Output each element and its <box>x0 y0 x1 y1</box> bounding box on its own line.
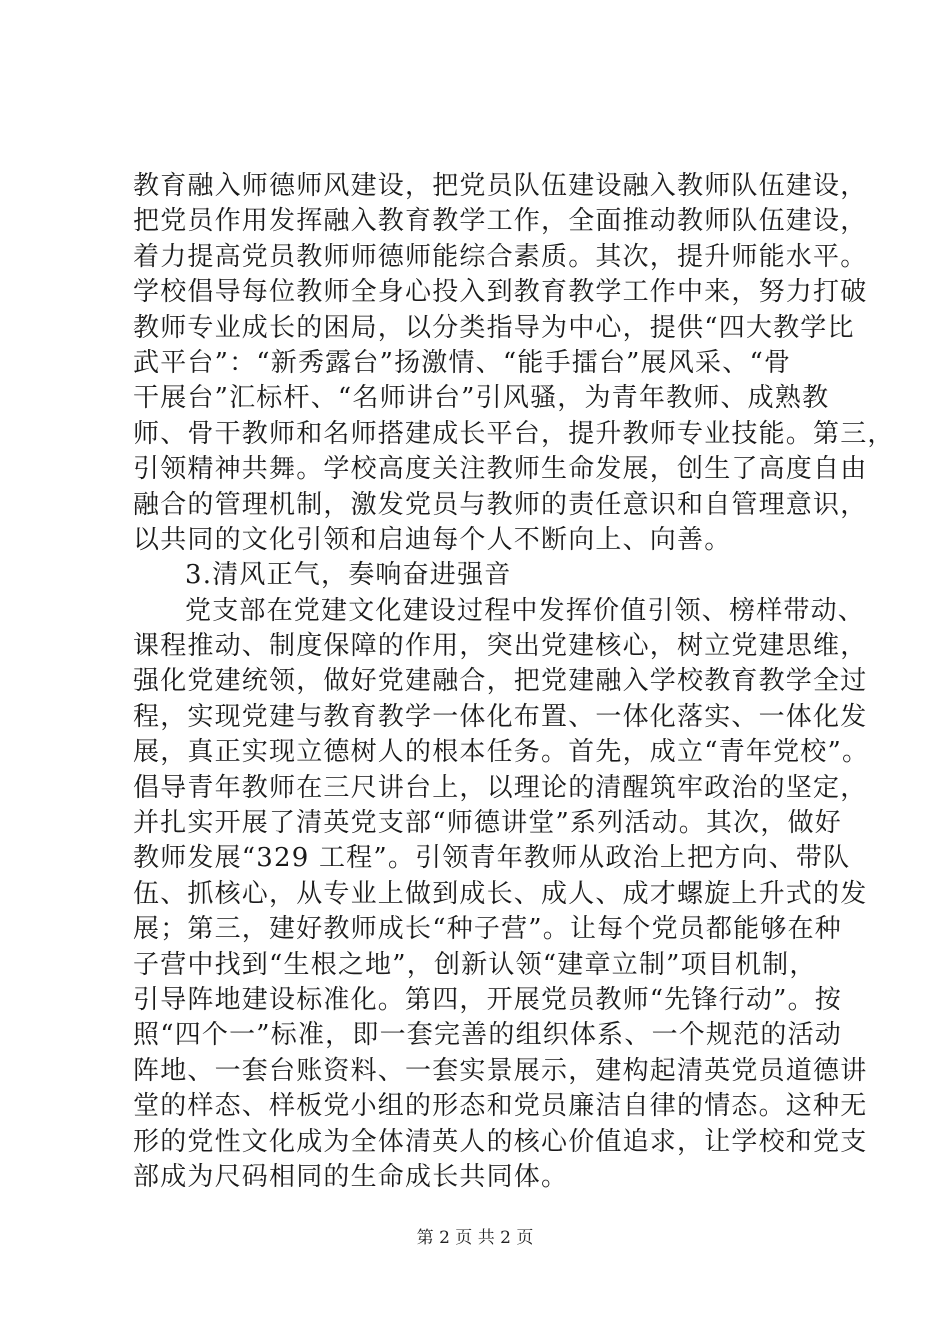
text-line: 教师发展“329 工程”。引领青年教师从政治上把方向、带队 <box>133 843 851 874</box>
text-line: 教师专业成长的困局，以分类指导为中心，提供“四大教学比 <box>133 312 855 343</box>
text-line: 把党员作用发挥融入教育教学工作，全面推动教师队伍建设， <box>133 206 868 237</box>
text-line: 形的党性文化成为全体清英人的核心价值追求，让学校和党支 <box>133 1126 868 1157</box>
text-line: 程，实现党建与教育教学一体化布置、一体化落实、一体化发 <box>133 701 868 732</box>
text-line: 倡导青年教师在三尺讲台上，以理论的清醒筑牢政治的坚定， <box>133 772 868 803</box>
section-heading: 3.清风正气，奏响奋进强音 <box>185 560 512 591</box>
text-line: 并扎实开展了清英党支部“师德讲堂”系列活动。其次，做好 <box>133 808 842 839</box>
text-line: 武平台”：“新秀露台”扬激情、“能手擂台”展风采、“骨 <box>133 347 792 378</box>
text-line: 展，真正实现立德树人的根本任务。首先，成立“青年党校”。 <box>133 737 870 768</box>
text-line: 引导阵地建设标准化。第四，开展党员教师“先锋行动”。按 <box>133 984 842 1015</box>
text-line: 教育融入师德师风建设，把党员队伍建设融入教师队伍建设， <box>133 171 868 201</box>
text-line: 伍、抓核心，从专业上做到成长、成人、成才螺旋上升式的发 <box>133 878 868 909</box>
text-line: 干展台”汇标杆、“名师讲台”引风骚，为青年教师、成熟教 <box>133 383 830 414</box>
text-line: 党支部在党建文化建设过程中发挥价值引领、榜样带动、 <box>185 595 866 626</box>
page-number-footer: 第 2 页 共 2 页 <box>416 1228 534 1248</box>
text-line: 着力提高党员教师师德师能综合素质。其次，提升师能水平。 <box>133 241 868 272</box>
text-line: 学校倡导每位教师全身心投入到教育教学工作中来，努力打破 <box>133 277 868 308</box>
text-line: 课程推动、制度保障的作用，突出党建核心，树立党建思维， <box>133 631 868 662</box>
text-line: 部成为尺码相同的生命成长共同体。 <box>133 1161 569 1192</box>
text-line: 子营中找到“生根之地”，创新认领“建章立制”项目机制， <box>133 949 817 980</box>
text-line: 以共同的文化引领和启迪每个人不断向上、向善。 <box>133 524 732 555</box>
text-line: 引领精神共舞。学校高度关注教师生命发展，创生了高度自由 <box>133 454 868 485</box>
text-line: 展；第三，建好教师成长“种子营”。让每个党员都能够在种 <box>133 914 842 945</box>
text-line: 强化党建统领，做好党建融合，把党建融入学校教育教学全过 <box>133 666 868 697</box>
text-line: 照“四个一”标准，即一套完善的组织体系、一个规范的活动 <box>133 1020 842 1051</box>
text-line: 师、骨干教师和名师搭建成长平台，提升教师专业技能。第三， <box>133 418 895 449</box>
document-body <box>133 169 895 1195</box>
text-line: 阵地、一套台账资料、一套实景展示，建构起清英党员道德讲 <box>133 1055 868 1086</box>
text-line: 融合的管理机制，激发党员与教师的责任意识和自管理意识， <box>133 489 868 520</box>
text-line: 堂的样态、样板党小组的形态和党员廉洁自律的情态。这种无 <box>133 1091 868 1122</box>
